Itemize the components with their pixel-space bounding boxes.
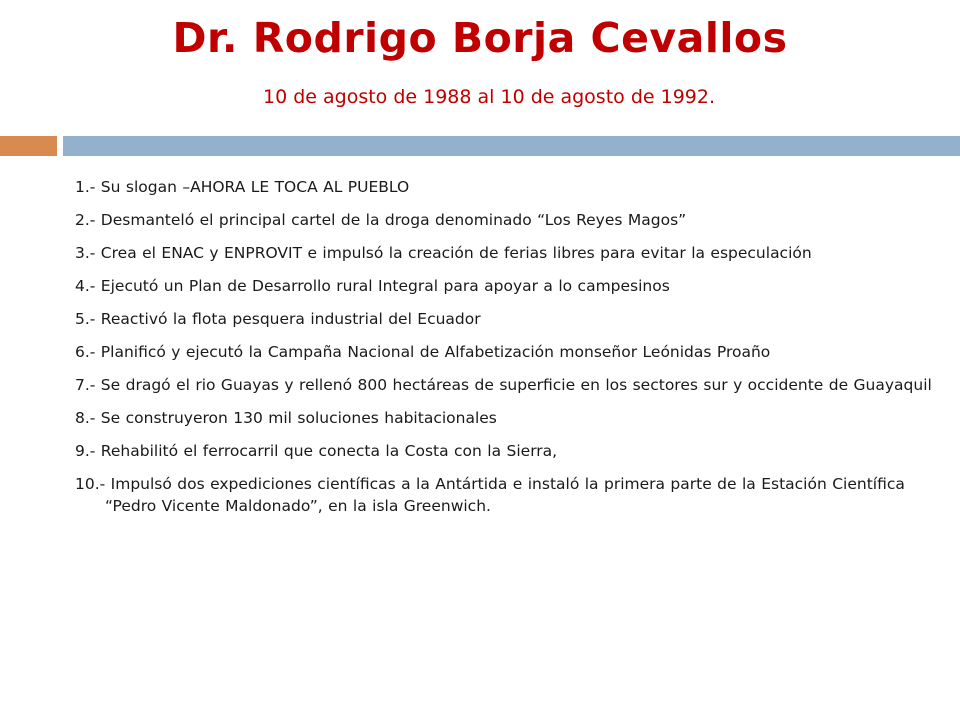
list-item: 3.- Crea el ENAC y ENPROVIT e impulsó la creación de ferias libres para evitar la especulación (75, 244, 812, 262)
list-item: 5.- Reactivó la flota pesquera industrial del Ecuador (75, 310, 481, 328)
list-item: 6.- Planificó y ejecutó la Campaña Nacional de Alfabetización monseñor Leónidas Proaño (75, 343, 771, 361)
list-item: 2.- Desmanteló el principal cartel de la droga denominado “Los Reyes Magos” (75, 211, 687, 229)
slide-subtitle: 10 de agosto de 1988 al 10 de agosto de 1992. (262, 86, 716, 108)
achievements-list (75, 176, 935, 528)
list-item: 10.- Impulsó dos expediciones científicas a la Antártida e instaló la primera parte de la Estación Científica “Pedro Vicente Maldonado”, en la isla Greenwich. (75, 475, 905, 515)
list-item: 7.- Se dragó el rio Guayas y rellenó 800 hectáreas de superficie en los sectores sur y occidente de Guayaquil (75, 376, 932, 394)
accent-bar-blue (63, 136, 960, 156)
slide-title: Dr. Rodrigo Borja Cevallos (172, 14, 788, 62)
list-item: 4.- Ejecutó un Plan de Desarrollo rural Integral para apoyar a lo campesinos (75, 277, 670, 295)
list-item: 8.- Se construyeron 130 mil soluciones habitacionales (75, 409, 497, 427)
list-item: 1.- Su slogan –AHORA LE TOCA AL PUEBLO (75, 178, 410, 196)
accent-bar-orange (0, 136, 57, 156)
list-item: 9.- Rehabilitó el ferrocarril que conecta la Costa con la Sierra, (75, 442, 558, 460)
